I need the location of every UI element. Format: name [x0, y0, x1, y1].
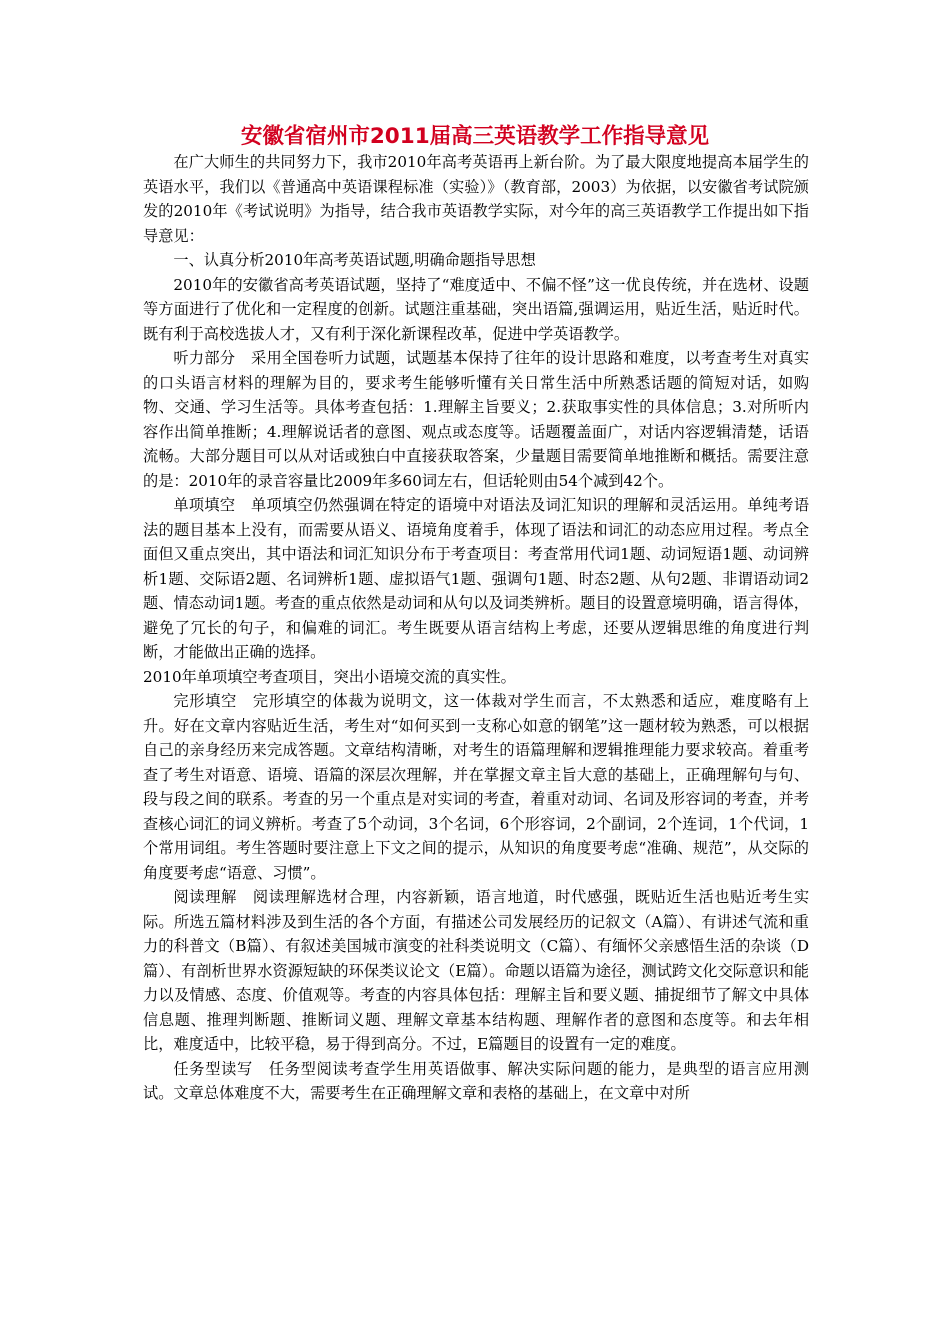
document-title: 安徽省宿州市2011届高三英语教学工作指导意见	[240, 124, 710, 149]
document-body	[143, 150, 809, 1106]
paragraph-reading: 阅读理解 阅读理解选材合理，内容新颖，语言地道，时代感强，既贴近生活也贴近考生实际。所选五篇材料涉及到生活的各个方面，有描述公司发展经历的记叙文（A篇）、有讲述气流和重力的科普文（B篇）、有叙述美国城市演变的社科类说明文（C篇）、有缅怀父亲感悟生活的杂谈（D篇）、有剖析世界水资源短缺的环保类议论文（E篇）。命题以语篇为途径，测试跨文化交际意识和能力以及情感、态度、价值观等。考查的内容具体包括：理解主旨和要义题、捕捉细节了解文中具体信息题、推理判断题、推断词义题、理解文章基本结构题、理解作者的意图和态度等。和去年相比，难度适中，比较平稳，易于得到高分。不过，E篇题目的设置有一定的难度。	[143, 888, 809, 1053]
paragraph-overview: 2010年的安徽省高考英语试题，坚持了“难度适中、不偏不怪”这一优良传统，并在选材、设题等方面进行了优化和一定程度的创新。试题注重基础，突出语篇,强调运用，贴近生活，贴近时代。既有利于高校选拔人才，又有利于深化新课程改革，促进中学英语教学。	[143, 275, 809, 343]
paragraph-task-reading: 任务型读写 任务型阅读考查学生用英语做事、解决实际问题的能力，是典型的语言应用测试。文章总体难度不大，需要考生在正确理解文章和表格的基础上，在文章中对所	[143, 1059, 809, 1102]
paragraph-intro: 在广大师生的共同努力下，我市2010年高考英语再上新台阶。为了最大限度地提高本届学生的英语水平，我们以《普通高中英语课程标准（实验）》（教育部，2003）为依据，以安徽省考试院颁发的2010年《考试说明》为指导，结合我市英语教学实际，对今年的高三英语教学工作提出如下指导意见：	[143, 153, 809, 245]
paragraph-single-choice: 单项填空 单项填空仍然强调在特定的语境中对语法及词汇知识的理解和灵活运用。单纯考语法的题目基本上没有，而需要从语义、语境角度着手，体现了语法和词汇的动态应用过程。考点全面但又重点突出，其中语法和词汇知识分布于考查项目：考查常用代词1题、动词短语1题、动词辨析1题、交际语2题、名词辨析1题、虚拟语气1题、强调句1题、时态2题、从句2题、非谓语动词2题、情态动词1题。考查的重点依然是动词和从句以及词类辨析。题目的设置意境明确，语言得体，避免了冗长的句子，和偏难的词汇。考生既要从语言结构上考虑，还要从逻辑思维的角度进行判断，才能做出正确的选择。	[143, 496, 809, 661]
section-heading-1: 一、认真分析2010年高考英语试题,明确命题指导思想	[173, 251, 536, 269]
paragraph-single-choice-note: 2010年单项填空考查项目，突出小语境交流的真实性。	[143, 667, 516, 686]
paragraph-cloze: 完形填空 完形填空的体裁为说明文，这一体裁对学生而言，不太熟悉和适应，难度略有上升。好在文章内容贴近生活，考生对“如何买到一支称心如意的钢笔”这一题材较为熟悉，可以根据自己的亲身经历来完成答题。文章结构清晰，对考生的语篇理解和逻辑推理能力要求较高。着重考查了考生对语意、语境、语篇的深层次理解，并在掌握文章主旨大意的基础上，正确理解句与句、段与段之间的联系。考查的另一个重点是对实词的考查，着重对动词、名词及形容词的考查，并考查核心词汇的词义辨析。考查了5个动词，3个名词，6个形容词，2个副词，2个连词，1个代词，1个常用词组。考生答题时要注意上下文之间的提示，从知识的角度要考虑“准确、规范”，从交际的角度要考虑“语意、习惯”。	[143, 692, 809, 882]
paragraph-listening: 听力部分 采用全国卷听力试题，试题基本保持了往年的设计思路和难度，以考查考生对真实的口头语言材料的理解为目的，要求考生能够听懂有关日常生活中所熟悉话题的简短对话，如购物、交通、学习生活等。具体考查包括：1.理解主旨要义；2.获取事实性的具体信息；3.对所听内容作出简单推断；4.理解说话者的意图、观点或态度等。话题覆盖面广，对话内容逻辑清楚，话语流畅。大部分题目可以从对话或独白中直接获取答案，少量题目需要简单地推断和概括。需要注意的是：2010年的录音容量比2009年多60词左右，但话轮则由54个减到42个。	[143, 349, 809, 490]
